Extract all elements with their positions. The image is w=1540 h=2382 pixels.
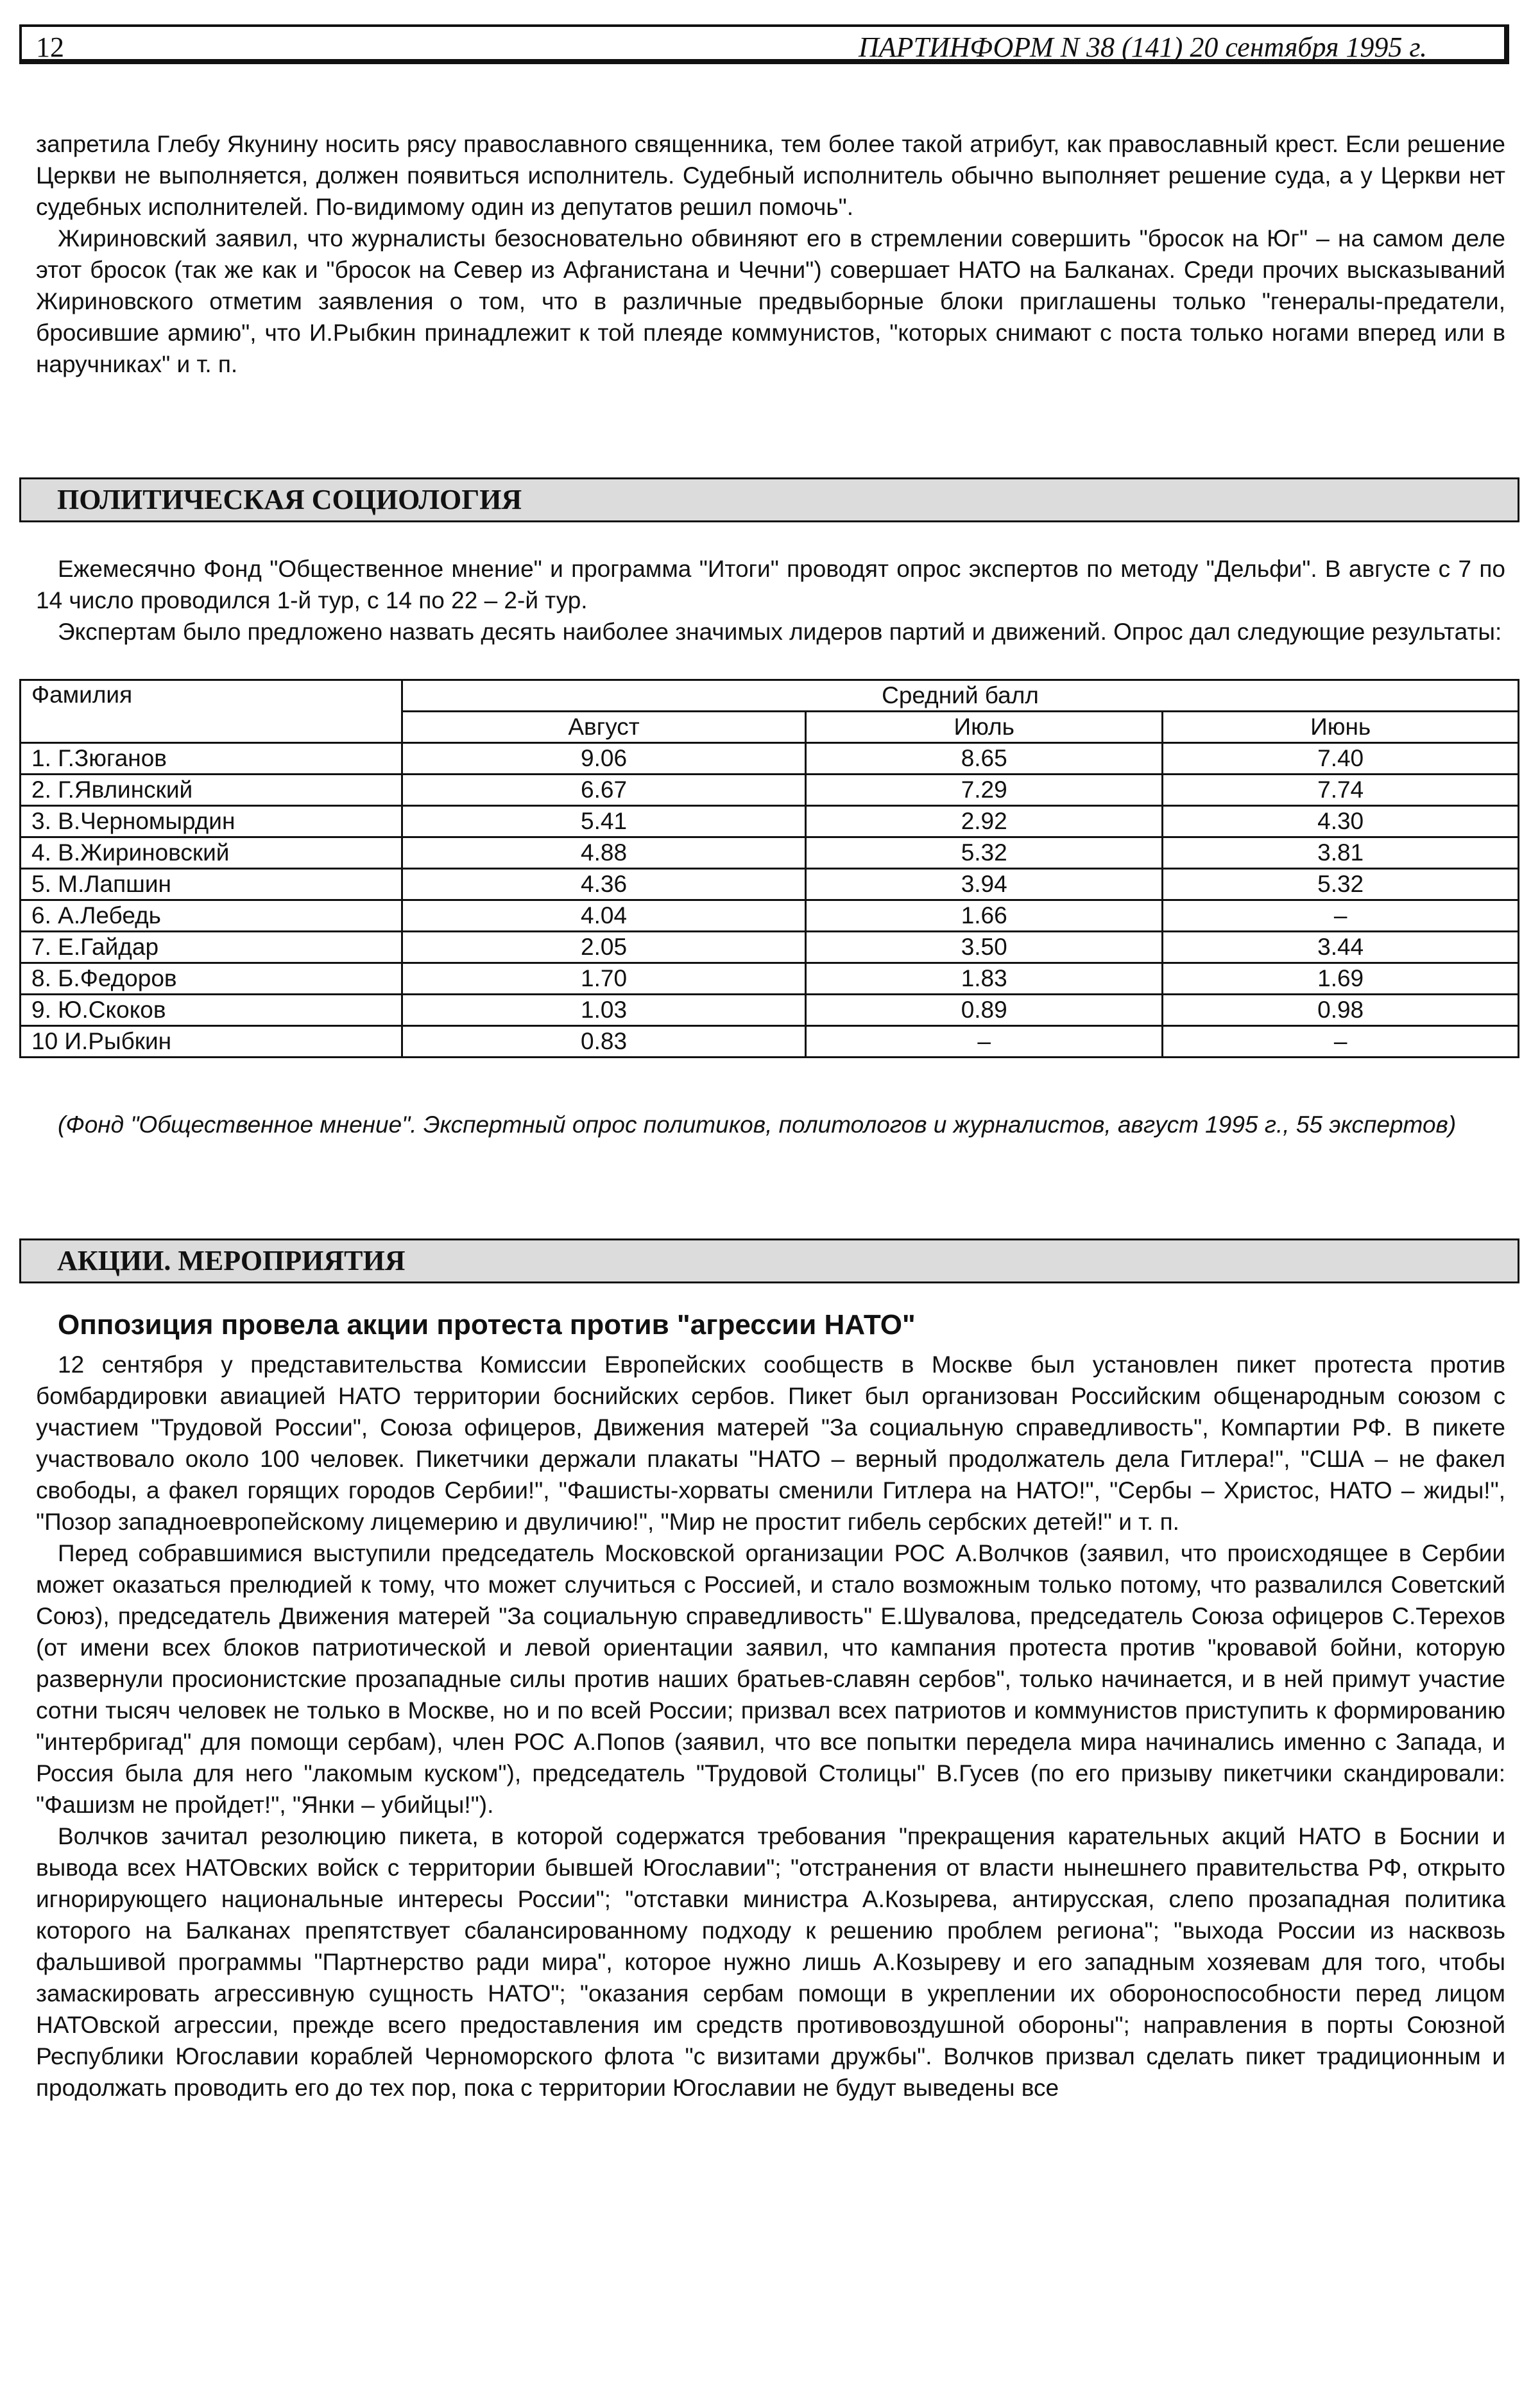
leader-name: 5. М.Лапшин: [21, 869, 402, 900]
table-row: [21, 932, 1519, 963]
leader-name: 2. Г.Явлинский: [21, 775, 402, 806]
leader-name: 7. Е.Гайдар: [21, 932, 402, 963]
score-july: 3.94: [806, 869, 1163, 900]
section-heading-sociology: ПОЛИТИЧЕСКАЯ СОЦИОЛОГИЯ: [19, 477, 1519, 522]
article-body: [36, 1349, 1505, 2104]
section-heading-actions: АКЦИИ. МЕРОПРИЯТИЯ: [19, 1238, 1519, 1283]
score-august: 6.67: [402, 775, 806, 806]
intro-paragraph: запретила Глебу Якунину носить рясу православного священника, тем более такой атрибут, как православный крест. Если решение Церкви не выполняется, должен появиться исполнитель. Судебный исполнитель обычно выполняет решение суда, а у Церкви нет судебных исполнителей. По-видимому один из депутатов решил помочь".: [36, 131, 1505, 220]
page-number: 12: [36, 31, 64, 63]
article-paragraph: Перед собравшимися выступили председатель Московской организации РОС А.Волчков (заявил, что происходящее в Сербии может оказаться прелюдией к тому, что может случиться с Россией, и стало возможным только потому, что развалился Советский Союз), председатель Движения матерей "За социальную справедливость" Е.Шувалова, председатель Союза офицеров С.Терехов (от имени всех блоков патриотической и левой ориентации заявил, что кампания протеста против "кровавой бойни, которую развернули просионистские прозападные силы против наших братьев-славян сербов", только начинается, и в ней примут участие сотни тысяч человек не только в Москве, но и по всей России; призвал всех патриотов и коммунистов приступить к формированию "интербригад" для помощи сербам), член РОС А.Попов (заявил, что все попытки передела мира начинались именно с Запада, и Россия была для него "лакомым куском"), председатель "Трудовой Столицы" В.Гусев (по его призыву пикетчики скандировали: "Фашизм не пройдет!", "Янки – убийцы!").: [36, 1540, 1505, 1818]
intro-paragraph: Жириновский заявил, что журналисты безосновательно обвиняют его в стремлении совершить "бросок на Юг" – на самом деле этот бросок (так же как и "бросок на Север из Афганистана и Чечни") совершает НАТО на Балканах. Среди прочих высказываний Жириновского отметим заявления о том, что в различные предвыборные блоки приглашены только "генералы-предатели, бросившие армию", что И.Рыбкин принадлежит к той плеяде коммунистов, "которых снимают с поста только ногами вперед или в наручниках" и т. п.: [36, 225, 1505, 377]
score-july: 5.32: [806, 837, 1163, 869]
score-july: –: [806, 1026, 1163, 1058]
leader-name: 8. Б.Федоров: [21, 963, 402, 995]
leader-name: 10 И.Рыбкин: [21, 1026, 402, 1058]
score-august: 5.41: [402, 806, 806, 837]
article-paragraph: 12 сентября у представительства Комиссии Европейских сообществ в Москве был установлен пикет протеста против бомбардировки авиацией НАТО территории боснийских сербов. Пикет был организован Российским общенародным союзом с участием "Трудовой России", Союза офицеров, Движения матерей "За социальную справедливость", Компартии РФ. В пикете участвовало около 100 человек. Пикетчики держали плакаты "НАТО – верный продолжатель дела Гитлера!", "США – не факел свободы, а факел горящих городов Сербии!", "Фашисты-хорваты сменили Гитлера на НАТО!", "Сербы – Христос, НАТО – жиды!", "Позор западноевропейскому лицемерию и двуличию!", "Мир не простит гибель сербских детей!" и т. п.: [36, 1351, 1505, 1535]
score-june: 0.98: [1163, 995, 1519, 1026]
survey-results-table: [19, 679, 1519, 1058]
column-header-name: Фамилия: [21, 680, 402, 743]
score-june: 3.44: [1163, 932, 1519, 963]
sociology-paragraph: Экспертам было предложено назвать десять наиболее значимых лидеров партий и движений. Опрос дал следующие результаты:: [58, 619, 1502, 645]
score-june: 4.30: [1163, 806, 1519, 837]
score-june: 5.32: [1163, 869, 1519, 900]
score-june: 3.81: [1163, 837, 1519, 869]
score-july: 8.65: [806, 743, 1163, 775]
intro-text: [36, 128, 1505, 380]
article-title: Оппозиция провела акции протеста против "агрессии НАТО": [58, 1309, 916, 1341]
score-august: 2.05: [402, 932, 806, 963]
page-header: [19, 24, 1509, 64]
score-june: –: [1163, 900, 1519, 932]
score-june: 7.74: [1163, 775, 1519, 806]
score-july: 1.83: [806, 963, 1163, 995]
leader-name: 9. Ю.Скоков: [21, 995, 402, 1026]
table-row: [21, 1026, 1519, 1058]
leader-name: 3. В.Черномырдин: [21, 806, 402, 837]
score-july: 7.29: [806, 775, 1163, 806]
table-row: [21, 900, 1519, 932]
column-header-average: Средний балл: [402, 680, 1519, 712]
table-row: [21, 995, 1519, 1026]
table-row: [21, 743, 1519, 775]
score-july: 3.50: [806, 932, 1163, 963]
score-july: 1.66: [806, 900, 1163, 932]
table-row: [21, 837, 1519, 869]
score-june: 1.69: [1163, 963, 1519, 995]
leader-name: 4. В.Жириновский: [21, 837, 402, 869]
article-paragraph: Волчков зачитал резолюцию пикета, в которой содержатся требования "прекращения карательных акций НАТО в Боснии и вывода всех НАТОвских войск с территории бывшей Югославии"; "отстранения от власти нынешнего правительства РФ, открыто игнорирующего национальные интересы России"; "отставки министра А.Козырева, антирусская, слепо прозападная политика которого на Балканах препятствует сбалансированному подходу к решению проблем региона"; "выхода России из насквозь фальшивой программы "Партнерство ради мира", которое нужно лишь А.Козыреву и его западным хозяевам для того, чтобы замаскировать агрессивную сущность НАТО"; "оказания сербам помощи в укреплении их обороноспособности перед лицом НАТОвской агрессии, прежде всего предоставления им средств противовоздушной обороны"; направления в порты Союзной Республики Югославии кораблей Черноморского флота "с визитами дружбы". Волчков призвал сделать пикет традиционным и продолжать проводить его до тех пор, пока с территории Югославии не будут выведены все: [36, 1823, 1505, 2101]
column-header-july: Июль: [806, 712, 1163, 743]
table-row: [21, 869, 1519, 900]
column-header-august: Август: [402, 712, 806, 743]
score-june: –: [1163, 1026, 1519, 1058]
source-note: (Фонд "Общественное мнение". Экспертный опрос политиков, политологов и журналистов, август 1995 г., 55 экспертов): [58, 1111, 1457, 1138]
leader-name: 1. Г.Зюганов: [21, 743, 402, 775]
issue-title: ПАРТИНФОРМ N 38 (141) 20 сентября 1995 г.: [859, 31, 1427, 63]
score-july: 0.89: [806, 995, 1163, 1026]
score-august: 1.70: [402, 963, 806, 995]
table-row: [21, 775, 1519, 806]
table-row: [21, 963, 1519, 995]
score-june: 7.40: [1163, 743, 1519, 775]
score-august: 0.83: [402, 1026, 806, 1058]
leader-name: 6. А.Лебедь: [21, 900, 402, 932]
score-july: 2.92: [806, 806, 1163, 837]
table-row: [21, 806, 1519, 837]
score-august: 4.36: [402, 869, 806, 900]
score-august: 9.06: [402, 743, 806, 775]
score-august: 1.03: [402, 995, 806, 1026]
sociology-text: [36, 553, 1505, 647]
score-august: 4.04: [402, 900, 806, 932]
column-header-june: Июнь: [1163, 712, 1519, 743]
sociology-paragraph: Ежемесячно Фонд "Общественное мнение" и программа "Итоги" проводят опрос экспертов по методу "Дельфи". В августе с 7 по 14 число проводился 1-й тур, с 14 по 22 – 2-й тур.: [36, 556, 1505, 613]
score-august: 4.88: [402, 837, 806, 869]
